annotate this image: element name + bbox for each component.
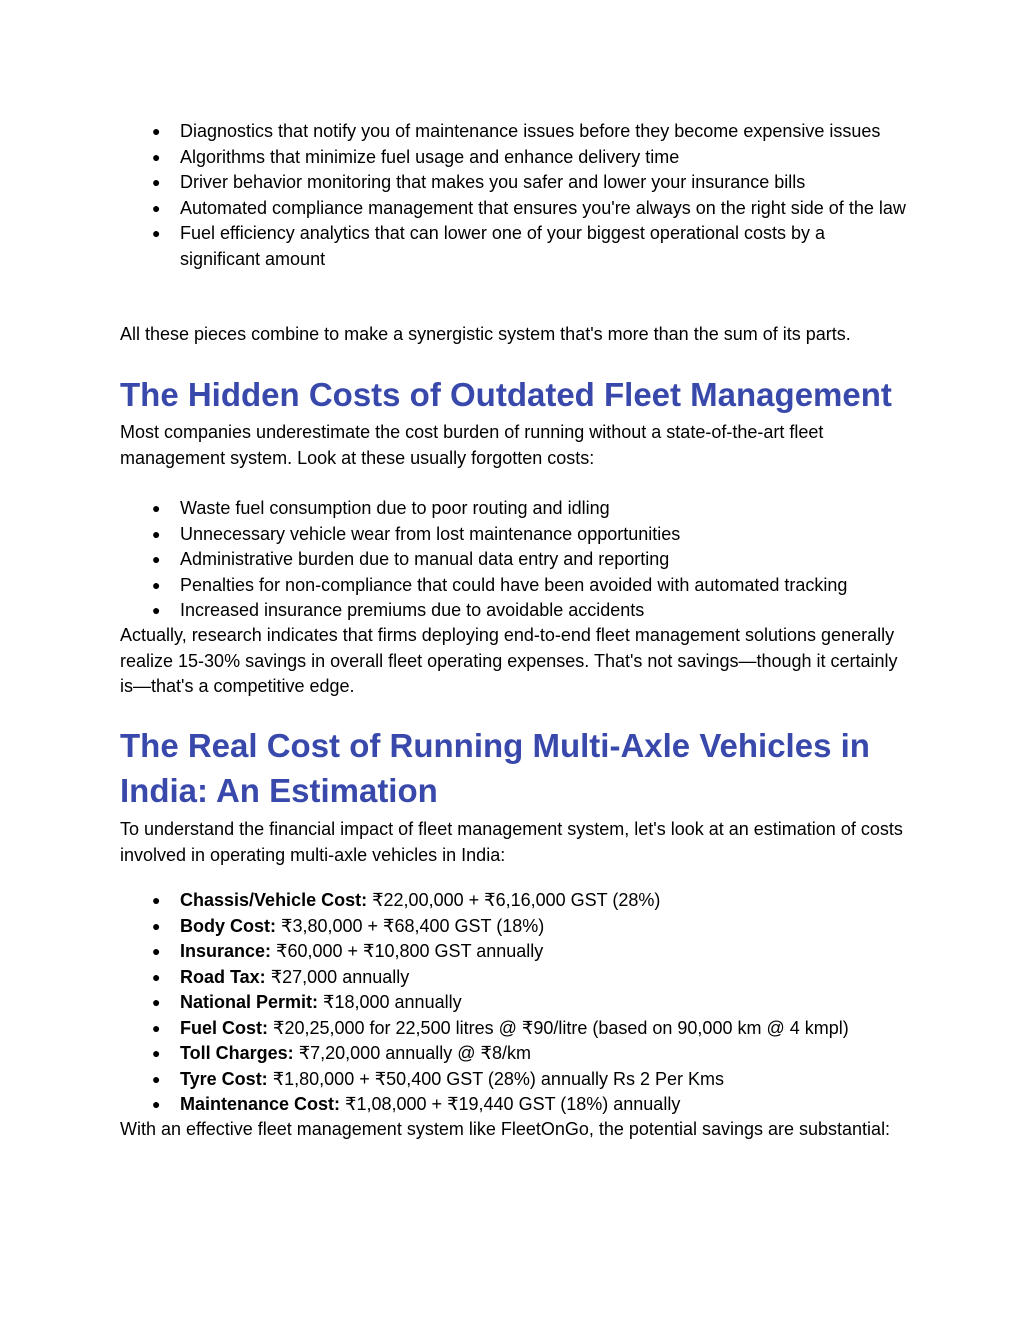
bullet-icon: ● <box>152 500 161 516</box>
bullet-icon: ● <box>152 602 161 618</box>
bullet-icon: ● <box>152 551 161 567</box>
benefits-list <box>120 119 910 272</box>
cost-value: ₹27,000 annually <box>265 966 410 987</box>
hidden-costs-list <box>120 496 910 624</box>
cost-label: Fuel Cost: <box>180 1017 268 1038</box>
bullet-icon: ● <box>152 123 161 139</box>
bullet-icon: ● <box>152 174 161 190</box>
bullet-icon: ● <box>152 148 161 165</box>
section3-heading <box>120 723 920 813</box>
bullet-icon: ● <box>152 576 161 593</box>
list-item: ● Automated compliance management that ensures you're always on the right side of the law <box>120 196 910 222</box>
bullet-icon: ● <box>152 892 161 908</box>
section3-heading-line1: The Real Cost of Running Multi-Axle Vehicles in <box>120 727 870 764</box>
cost-label: Maintenance Cost: <box>180 1094 341 1114</box>
list-item: ● Unnecessary vehicle wear from lost maintenance opportunities <box>120 522 910 548</box>
list-item <box>120 965 910 991</box>
list-item <box>120 914 910 940</box>
cost-value: ₹18,000 annually <box>318 992 462 1012</box>
cost-label: Road Tax: <box>180 966 266 987</box>
list-item: ● Diagnostics that notify you of maintenance issues before they become expensive issues <box>120 119 910 145</box>
bullet-icon: ● <box>152 199 161 216</box>
cost-value: ₹1,80,000 + ₹50,400 GST (28%) annually Rs 2 Per Kms <box>267 1068 724 1089</box>
list-item: ● Administrative burden due to manual data entry and reporting <box>120 547 910 573</box>
cost-label: Toll Charges: <box>180 1043 294 1063</box>
list-item <box>120 1016 910 1042</box>
bullet-icon: ● <box>152 968 161 985</box>
cost-value: ₹60,000 + ₹10,800 GST annually <box>271 941 544 961</box>
bullet-icon: ● <box>152 1045 161 1061</box>
cost-value: ₹3,80,000 + ₹68,400 GST (18%) <box>276 915 545 936</box>
bullet-icon: ● <box>152 525 161 542</box>
cost-value: ₹20,25,000 for 22,500 litres @ ₹90/litre (based on 90,000 km @ 4 kmpl) <box>268 1017 849 1038</box>
list-item: ● Fuel efficiency analytics that can lower one of your biggest operational costs by a significant amount <box>152 223 826 269</box>
cost-label: National Permit: <box>180 992 319 1012</box>
section2-closing: Actually, research indicates that firms deploying end-to-end fleet management solutions generally realize 15-30% savings in overall fleet operating expenses. That's not savings—though it certainly is—that's a competitive edge. <box>120 625 898 696</box>
list-item <box>120 888 910 914</box>
cost-label: Body Cost: <box>180 915 276 936</box>
section2-heading: The Hidden Costs of Outdated Fleet Management <box>120 376 892 413</box>
bullet-icon: ● <box>152 1019 161 1036</box>
list-item <box>120 1041 910 1067</box>
cost-label: Chassis/Vehicle Cost: <box>180 890 368 910</box>
bullet-icon: ● <box>152 943 161 959</box>
section2-intro: Most companies underestimate the cost burden of running without a state-of-the-art fleet management system. Look at these usually forgotten costs: <box>120 422 824 468</box>
section1-closing: All these pieces combine to make a synergistic system that's more than the sum of its parts. <box>120 324 851 344</box>
list-item: ● Waste fuel consumption due to poor routing and idling <box>120 496 910 522</box>
cost-value: ₹1,08,000 + ₹19,440 GST (18%) annually <box>340 1094 681 1114</box>
section3-closing: With an effective fleet management system like FleetOnGo, the potential savings are substantial: <box>120 1119 891 1139</box>
bullet-icon: ● <box>152 1070 161 1087</box>
cost-label: Tyre Cost: <box>180 1068 268 1089</box>
list-item <box>120 1067 910 1093</box>
list-item: ● Penalties for non-compliance that could have been avoided with automated tracking <box>120 573 910 599</box>
bullet-icon: ● <box>152 1096 161 1112</box>
bullet-icon: ● <box>152 917 161 934</box>
cost-label: Insurance: <box>180 941 272 961</box>
list-item: ● Algorithms that minimize fuel usage and enhance delivery time <box>120 145 910 171</box>
cost-value: ₹22,00,000 + ₹6,16,000 GST (28%) <box>367 890 661 910</box>
list-item <box>120 939 910 965</box>
list-item <box>120 990 910 1016</box>
list-item <box>120 1092 910 1118</box>
cost-estimation-list <box>120 888 910 1118</box>
section3-heading-line2: India: An Estimation <box>120 772 438 809</box>
list-item: ● Increased insurance premiums due to avoidable accidents <box>120 598 910 624</box>
cost-value: ₹7,20,000 annually @ ₹8/km <box>293 1043 531 1063</box>
section3-intro: To understand the financial impact of fleet management system, let's look at an estimation of costs involved in operating multi-axle vehicles in India: <box>120 819 903 865</box>
bullet-icon: ● <box>152 225 161 241</box>
list-item: ● Driver behavior monitoring that makes you safer and lower your insurance bills <box>120 170 910 196</box>
bullet-icon: ● <box>152 994 161 1010</box>
